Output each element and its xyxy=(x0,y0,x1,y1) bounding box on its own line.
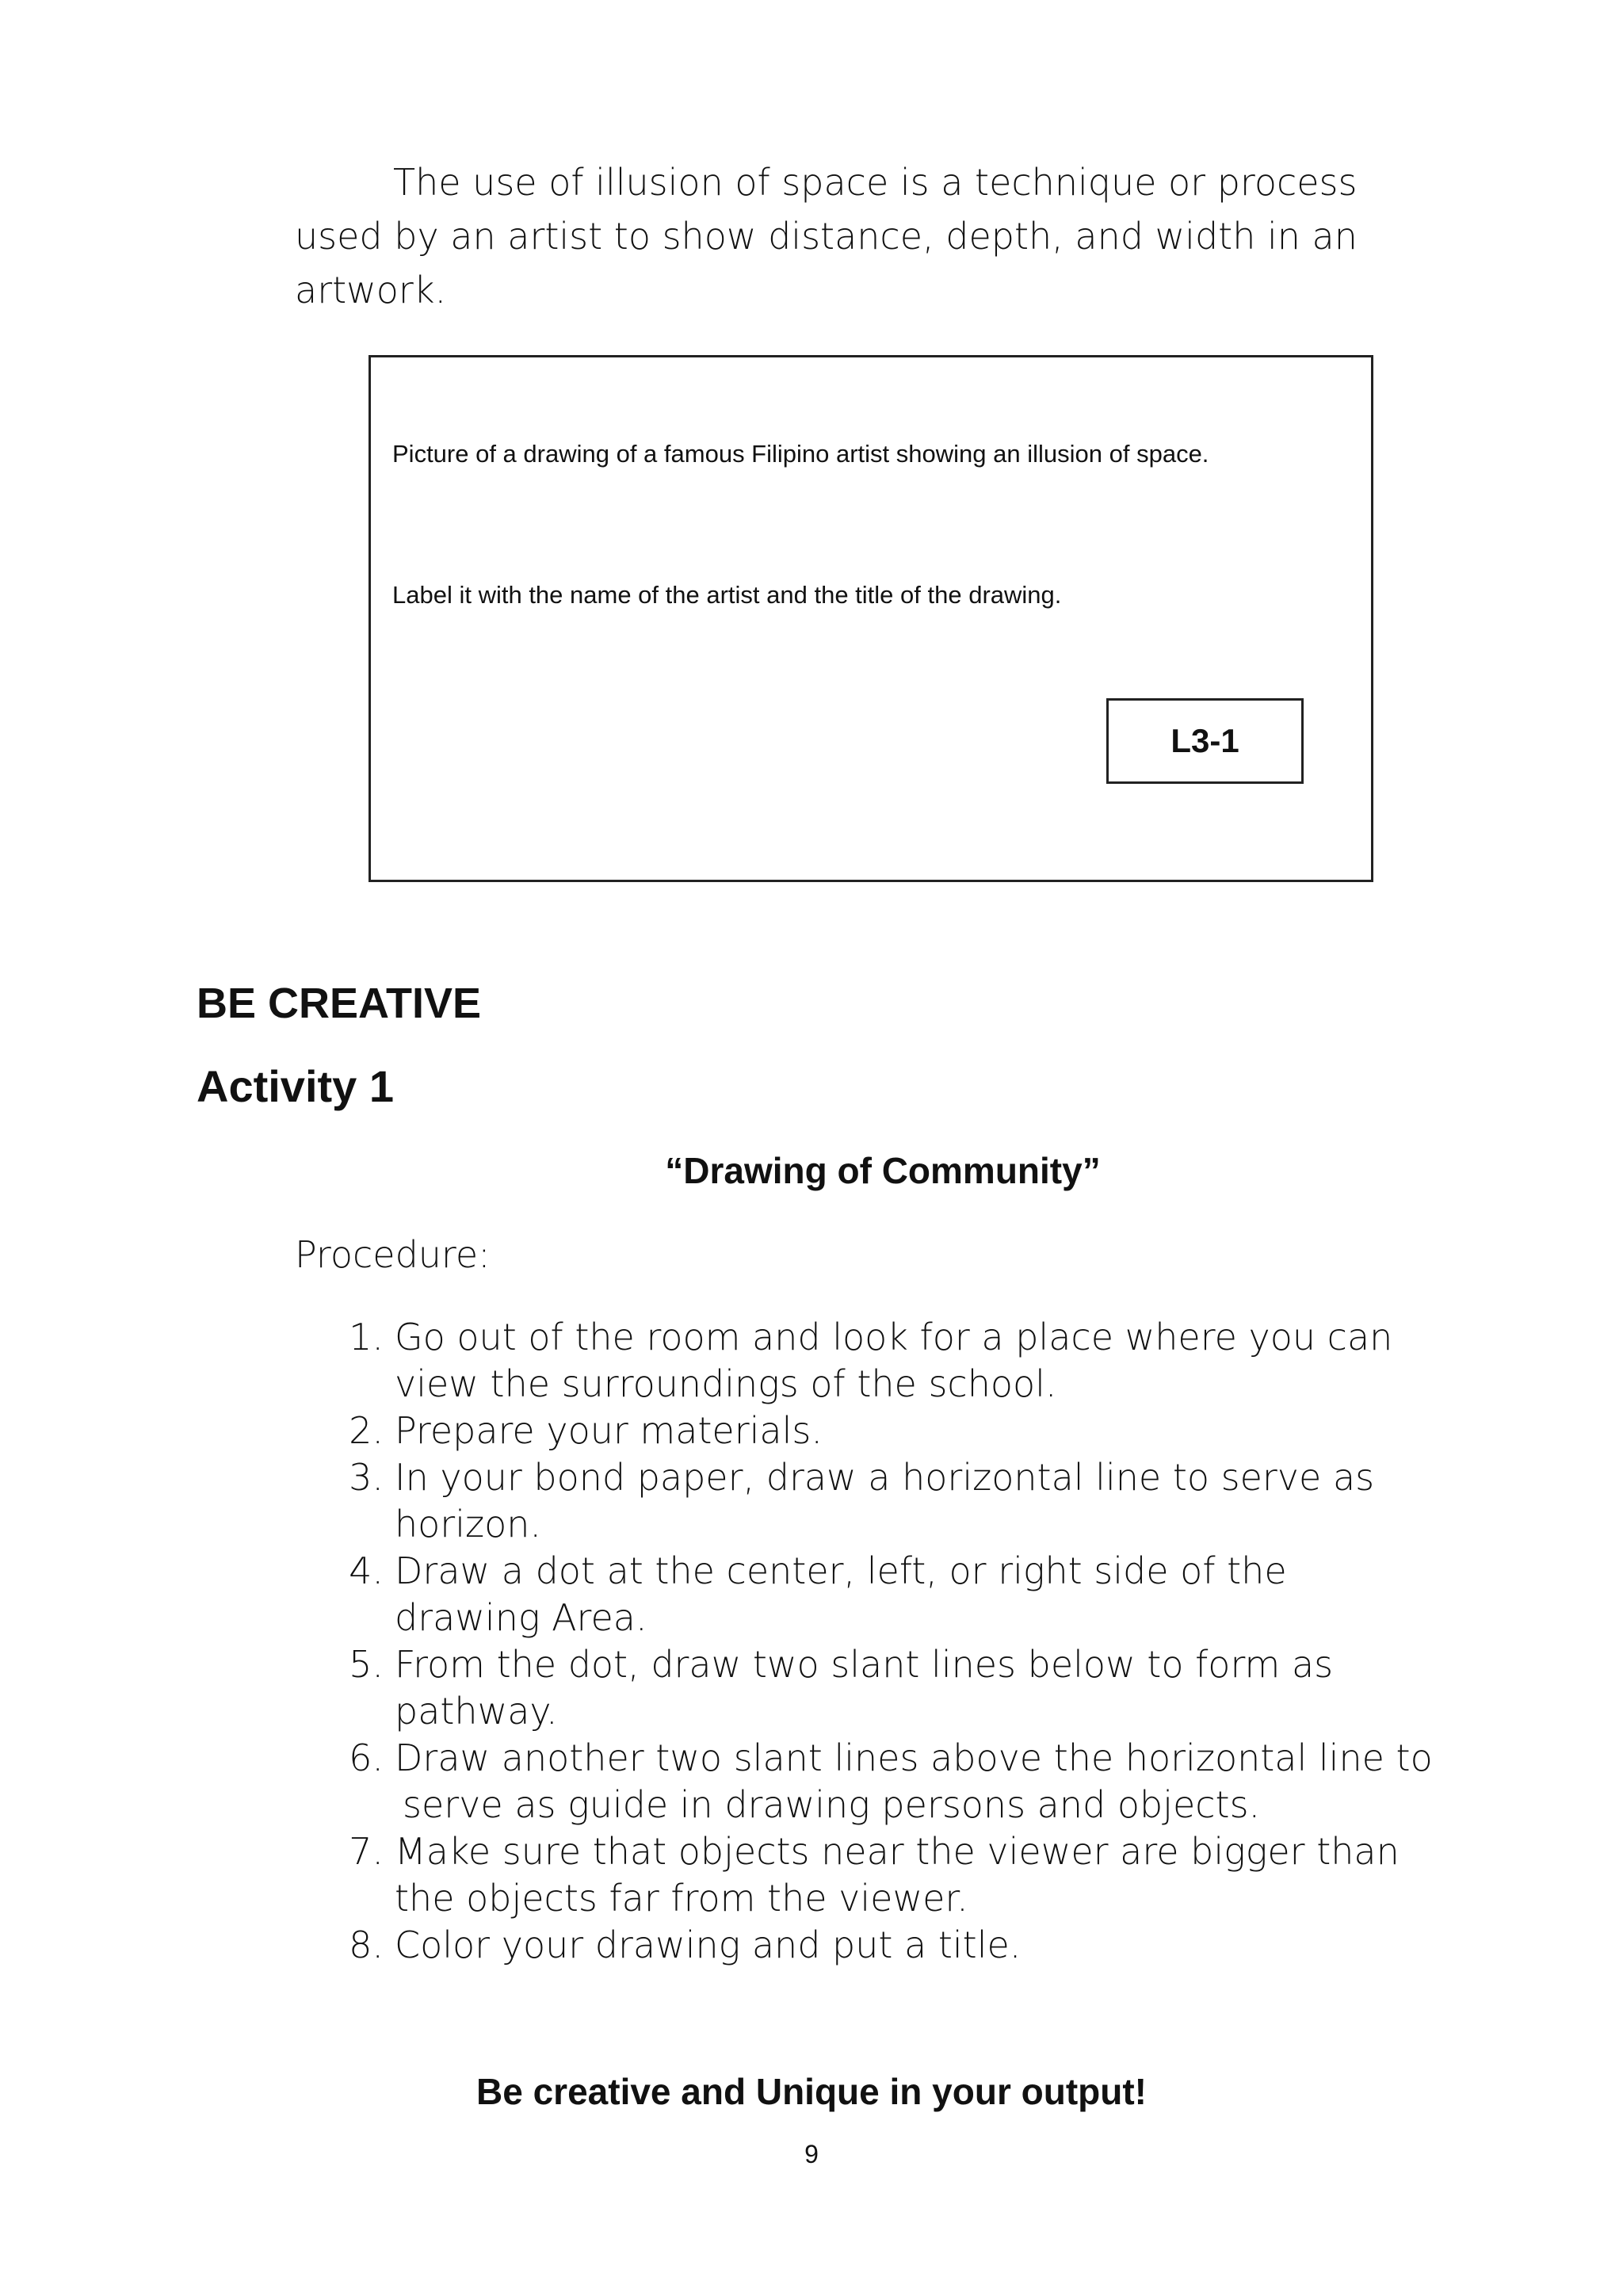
step-number: 7. xyxy=(349,1830,384,1873)
step-text: Go out of the room and look for a place where you can view the surroundings of the school. xyxy=(395,1316,1393,1405)
step-text: Draw a dot at the center, left, or right side of the drawing Area. xyxy=(395,1549,1287,1639)
step-number: 1. xyxy=(349,1316,384,1358)
procedure-steps-list xyxy=(333,1314,1442,1969)
procedure-step xyxy=(333,1314,1442,1408)
step-number: 6. xyxy=(349,1736,384,1779)
step-number: 2. xyxy=(349,1409,384,1452)
step-number: 5. xyxy=(349,1643,384,1686)
step-number: 8. xyxy=(349,1924,384,1966)
procedure-step xyxy=(333,1828,1442,1922)
procedure-step xyxy=(333,1548,1442,1641)
procedure-step xyxy=(333,1408,1442,1454)
procedure-step xyxy=(333,1454,1442,1548)
intro-paragraph: The use of illusion of space is a technique or process used by an artist to show distance, depth, and width in an artwork. xyxy=(295,161,1358,311)
page-number: 9 xyxy=(804,2140,819,2168)
step-text-continued: serve as guide in drawing persons and objects. xyxy=(403,1783,1261,1826)
step-text: Color your drawing and put a title. xyxy=(395,1924,1022,1966)
section-heading: BE CREATIVE xyxy=(197,980,482,1027)
picture-label-instruction: Label it with the name of the artist and the title of the drawing. xyxy=(392,581,1062,609)
step-text: Prepare your materials. xyxy=(395,1409,823,1452)
activity-heading: Activity 1 xyxy=(197,1061,394,1111)
picture-code-label: L3-1 xyxy=(1106,698,1304,784)
step-text: From the dot, draw two slant lines below to form as pathway. xyxy=(395,1643,1334,1733)
step-number: 3. xyxy=(349,1456,384,1499)
procedure-step xyxy=(333,1922,1442,1969)
step-number: 4. xyxy=(349,1549,384,1592)
procedure-step xyxy=(333,1641,1442,1735)
picture-placeholder-box xyxy=(369,355,1373,882)
procedure-step xyxy=(333,1735,1442,1828)
step-text: Draw another two slant lines above the horizontal line to xyxy=(395,1736,1433,1779)
closing-line: Be creative and Unique in your output! xyxy=(476,2071,1147,2112)
activity-title: “Drawing of Community” xyxy=(665,1150,1101,1191)
procedure-label: Procedure: xyxy=(295,1233,491,1276)
step-text: In your bond paper, draw a horizontal line to serve as horizon. xyxy=(395,1456,1375,1545)
step-text: Make sure that objects near the viewer are bigger than the objects far from the viewer. xyxy=(395,1830,1400,1920)
picture-description: Picture of a drawing of a famous Filipino artist showing an illusion of space. xyxy=(392,440,1209,468)
